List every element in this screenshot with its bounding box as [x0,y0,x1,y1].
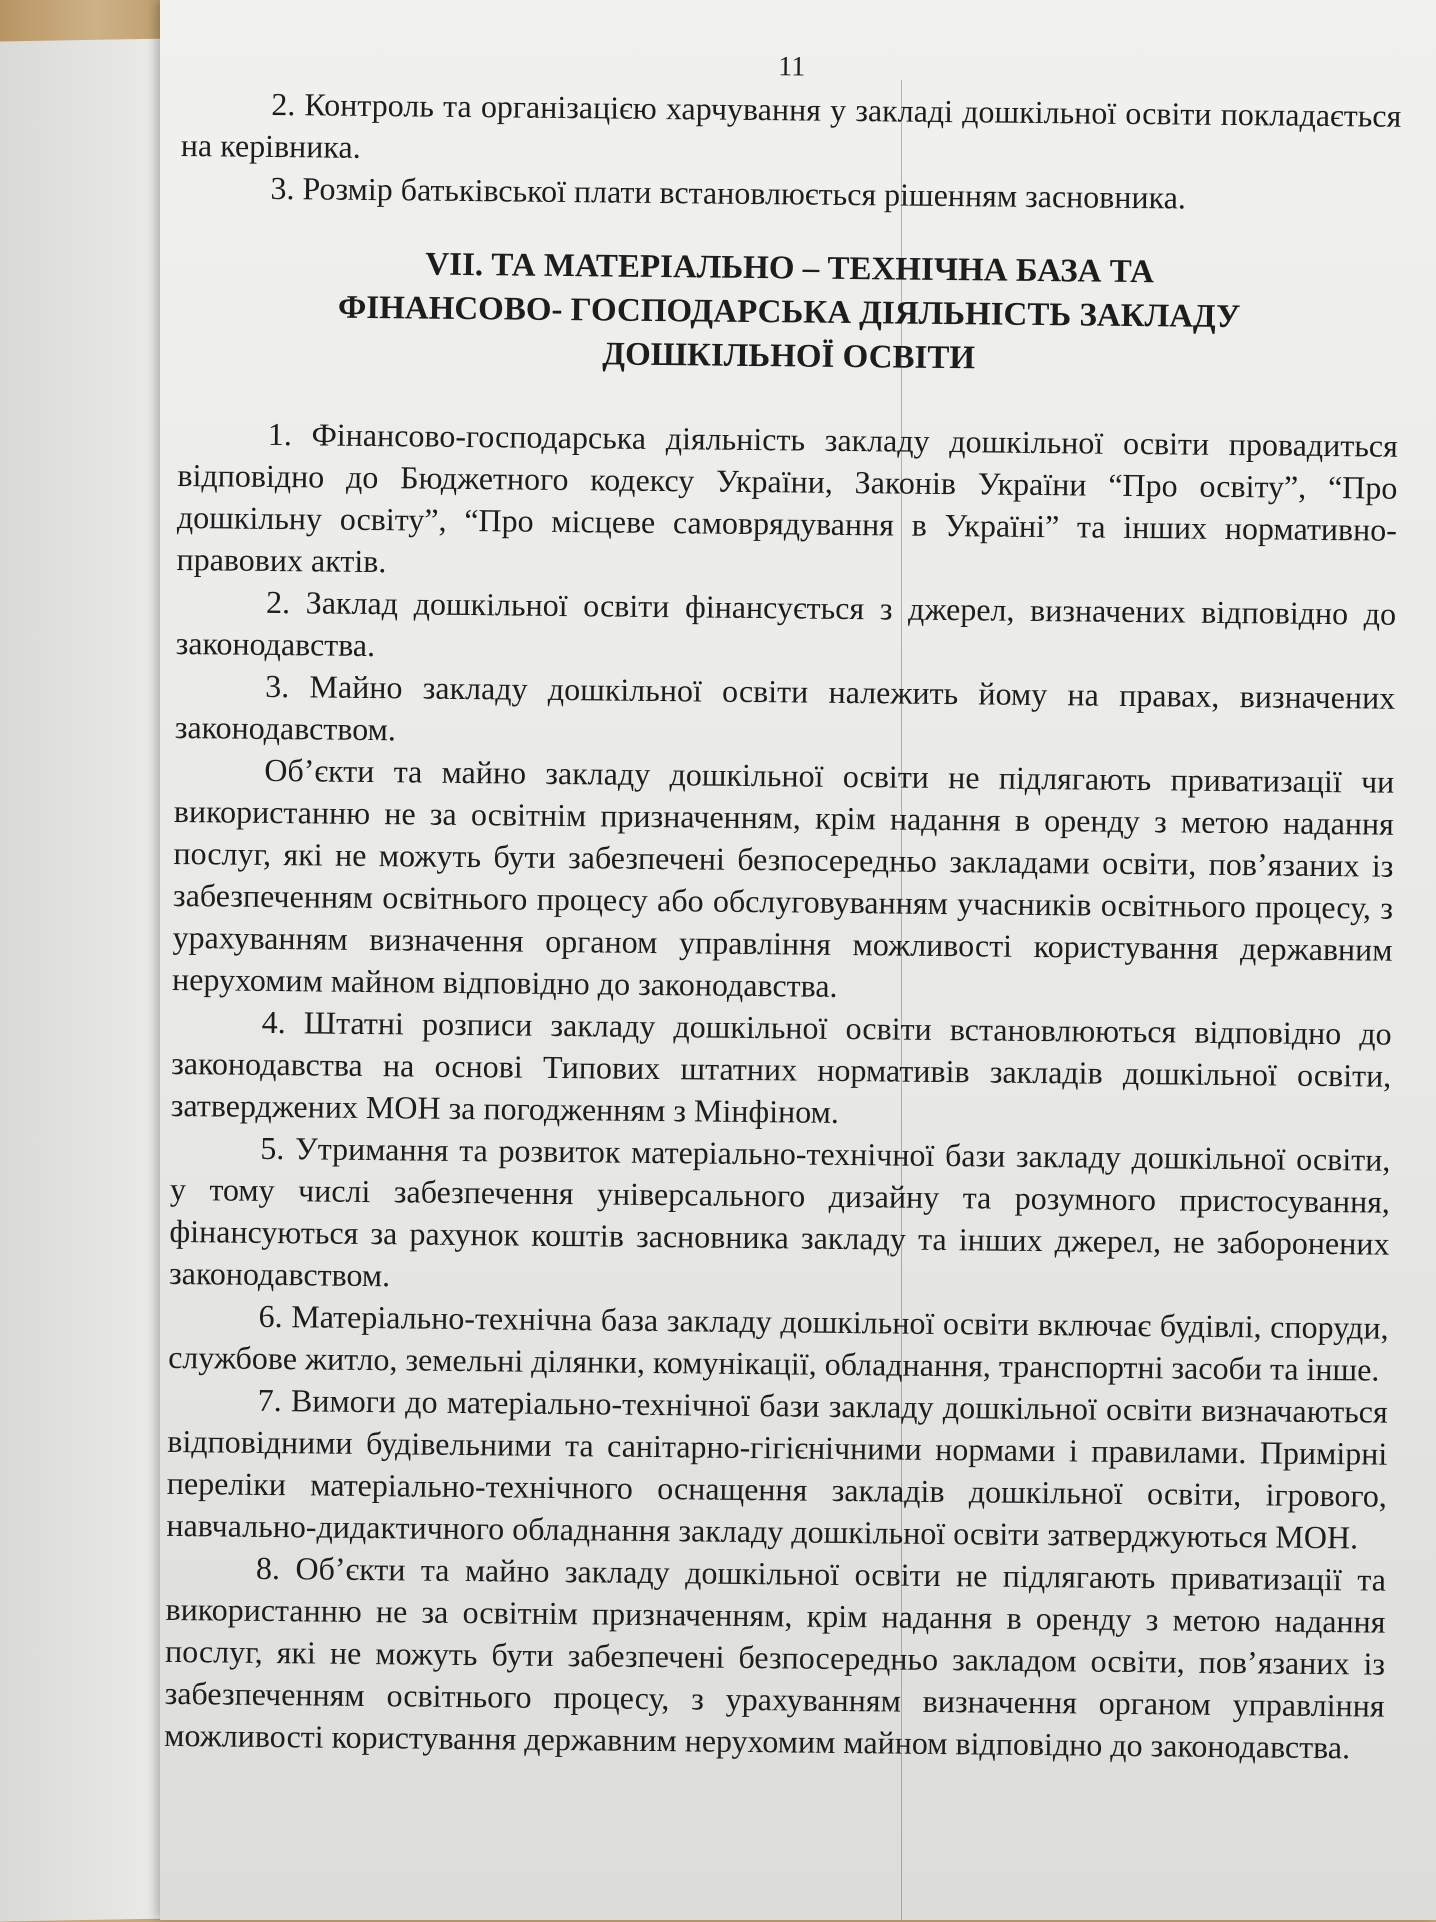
intro-paragraph-3: 3. Розмір батьківської плати встановлюється рішенням засновника. [270,169,1187,216]
section-paragraph-1: 1. Фінансово-господарська діяльність закладу дошкільної освіти провадиться відповідно до Бюджетного кодексу України, Законів України “Про освіту”, “Про дошкільну освіту”, “Про місцеве самоврядування в Україні” та інших нормативно-правових актів. [176,415,1399,580]
section-heading: VII. ТА МАТЕРІАЛЬНО – ТЕХНІЧНА БАЗА ТА ФІНАНСОВО- ГОСПОДАРСЬКА ДІЯЛЬНІСТЬ ЗАКЛАДУ ДОШКІЛЬНОЇ ОСВІТИ [337,246,1241,377]
section-paragraph-8: 8. Об’єкти та майно закладу дошкільної освіти не підлягають приватизації та використанню не за освітнім призначенням, крім надання в оренду з метою надання послуг, які не можуть бути забезпечені безпосередньо закладом освіти, пов’язаних із забезпеченням освітнього процесу, з урахуванням визначення органом управління можливості користування державним нерухомим майном відповідно до законодавства. [164,1549,1387,1766]
previous-page-edge [0,38,175,1921]
page-number: 11 [778,51,806,83]
intro-paragraph-2: 2. Контроль та організацією харчування у закладі дошкільної освіти покладається на керівника. [180,85,1402,165]
section-paragraph-4: 4. Штатні розписи закладу дошкільної освіти встановлюються відповідно до законодавства на основі Типових штатних нормативів закладів дошкільної освіти, затверджених МОН за погодженням з Мінфіном. [170,1003,1392,1130]
section-paragraph-3-continued: Об’єкти та майно закладу дошкільної освіти не підлягають приватизації чи використанню не за освітнім призначенням, крім надання в оренду з метою надання послуг, які не можуть бути забезпечені безпосередньо закладами освіти, пов’язаних із забезпеченням освітнього процесу або обслуговуванням учасників освітнього процесу, з урахуванням визначення органом управління можливості користування державним нерухомим майном відповідно до законодавства. [171,751,1395,1004]
page-content [164,40,1402,1769]
section-paragraph-7: 7. Вимоги до матеріально-технічної бази закладу дошкільної освіти визначаються відповідними будівельними та санітарно-гігієнічними нормами і правилами. Примірні переліки матеріально-технічного оснащення закладів дошкільної освіти, ігрового, навчально-дидактичного обладнання закладу дошкільної освіти затверджуються МОН. [166,1381,1388,1556]
document-page [160,0,1436,1920]
section-paragraph-3: 3. Майно закладу дошкільної освіти належить йому на правах, визначених законодавством. [174,667,1396,748]
section-paragraph-6: 6. Матеріально-технічна база закладу дошкільної освіти включає будівлі, споруди, службове житло, земельні ділянки, комунікації, обладнання, транспортні засоби та інше. [168,1297,1389,1388]
section-paragraph-2: 2. Заклад дошкільної освіти фінансується з джерел, визначених відповідно до законодавства. [175,583,1397,664]
section-paragraph-5: 5. Утримання та розвиток матеріально-технічної бази закладу дошкільної освіти, у тому числі забезпечення універсального дизайну та розумного пристосування, фінансуються за рахунок коштів засновника закладу та інших джерел, не заборонених законодавством. [168,1129,1391,1294]
